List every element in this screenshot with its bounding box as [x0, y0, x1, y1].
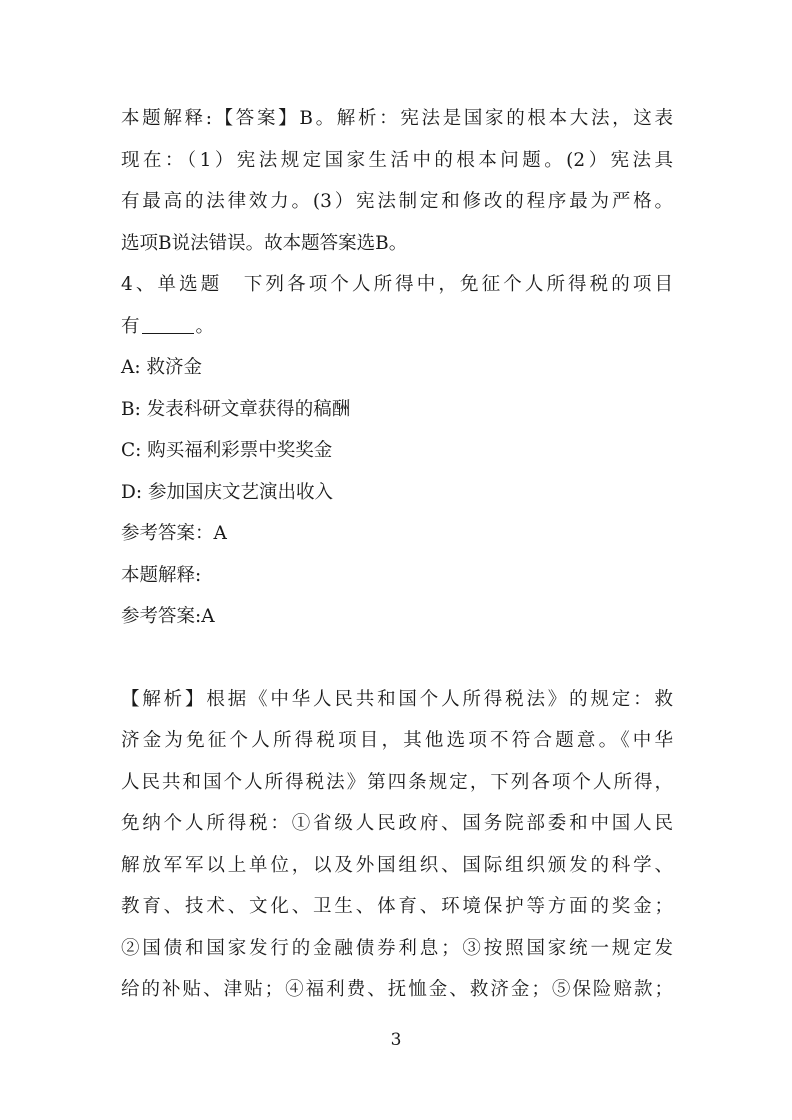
text-line-1: 本题解释:【答案】B。解析：宪法是国家的根本大法，这表	[121, 108, 673, 129]
option-a: A: 救济金	[121, 357, 202, 378]
text-line-4: 选项B说法错误。故本题答案选B。	[121, 232, 408, 254]
reference-answer: 参考答案：A	[121, 523, 227, 544]
page-number: 3	[390, 1030, 402, 1050]
paragraph-gap	[121, 638, 673, 679]
option-c: C: 购买福利彩票中奖奖金	[121, 440, 333, 461]
analysis-line-4: 免纳个人所得税：①省级人民政府、国务院部委和中国人民	[121, 813, 673, 834]
text-line-3: 有最高的法律效力。(3）宪法制定和修改的程序最为严格。	[121, 191, 673, 212]
question-line-2	[121, 306, 673, 348]
option-d: D: 参加国庆文艺演出收入	[121, 481, 333, 503]
answer-blank	[142, 315, 194, 334]
analysis-line-3: 人民共和国个人所得税法》第四条规定，下列各项个人所得，	[121, 771, 673, 793]
question-line-2-prefix: 有	[121, 315, 140, 337]
analysis-line-1: 【解析】根据《中华人民共和国个人所得税法》的规定：救	[121, 688, 673, 710]
explanation-label: 本题解释:	[121, 564, 202, 586]
analysis-line-5: 解放军军以上单位，以及外国组织、国际组织颁发的科学、	[121, 854, 673, 876]
text-line-2: 现在：（1）宪法规定国家生活中的根本问题。(2）宪法具	[121, 149, 673, 171]
analysis-line-6: 教育、技术、文化、卫生、体育、环境保护等方面的奖金；	[121, 896, 673, 917]
analysis-line-8: 给的补贴、津贴；④福利费、抚恤金、救济金；⑤保险赔款；	[121, 979, 673, 1000]
page-content	[121, 98, 673, 1011]
analysis-line-2: 济金为免征个人所得税项目，其他选项不符合题意。《中华	[121, 730, 673, 751]
question-line-1: 4、单选题 下列各项个人所得中，免征个人所得税的项目	[121, 274, 673, 295]
analysis-line-7: ②国债和国家发行的金融债券利息；③按照国家统一规定发	[121, 937, 673, 959]
reference-answer-2: 参考答案:A	[121, 606, 215, 627]
option-b: B: 发表科研文章获得的稿酬	[121, 398, 351, 420]
question-line-2-suffix: 。	[195, 315, 215, 337]
